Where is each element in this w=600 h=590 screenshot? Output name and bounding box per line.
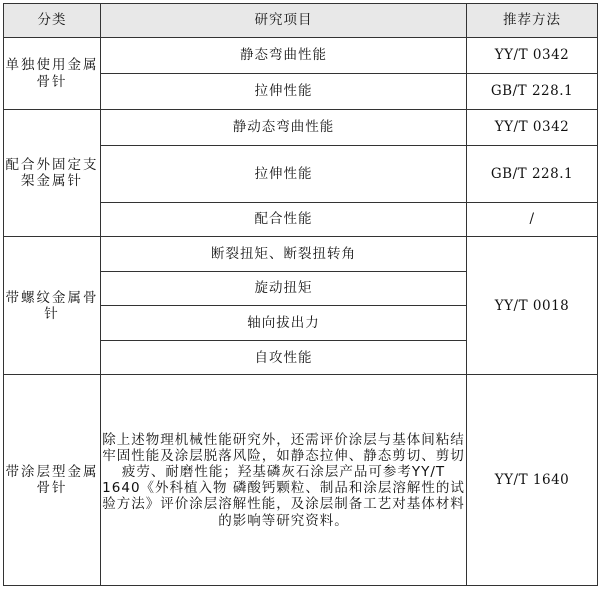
table-row	[4, 237, 598, 272]
description-cell: 除上述物理机械性能研究外，还需评价涂层与基体间粘结牢固性能及涂层脱落风险，如静态拉伸、静态剪切、剪切疲劳、耐磨性能；羟基磷灰石涂层产品可参考YY/T 1640《外科植入物 磷酸钙颗粒、制品和涂层溶解性的试验方法》评价涂层溶解性能，及涂层制备工艺对基体材料的影响等研究资料。	[101, 375, 467, 586]
header-category: 分类	[4, 4, 101, 38]
method-cell: /	[467, 202, 598, 237]
category-cell: 单独使用金属骨针	[4, 38, 101, 110]
header-row	[4, 4, 598, 38]
research-item-cell: 断裂扭矩、断裂扭转角	[101, 237, 467, 272]
table-row	[4, 375, 598, 586]
method-cell: YY/T 0342	[467, 110, 598, 146]
method-cell: YY/T 0018	[467, 237, 598, 375]
method-cell: YY/T 1640	[467, 375, 598, 586]
method-cell: YY/T 0342	[467, 38, 598, 74]
research-item-cell: 静态弯曲性能	[101, 38, 467, 74]
method-cell: GB/T 228.1	[467, 73, 598, 110]
table-row	[4, 38, 598, 74]
standards-table	[3, 3, 598, 586]
research-item-cell: 轴向拔出力	[101, 306, 467, 341]
research-item-cell: 拉伸性能	[101, 145, 467, 202]
header-research-item: 研究项目	[101, 4, 467, 38]
header-recommended-method: 推荐方法	[467, 4, 598, 38]
research-item-cell: 配合性能	[101, 202, 467, 237]
category-cell: 配合外固定支架金属针	[4, 110, 101, 237]
research-item-cell: 旋动扭矩	[101, 271, 467, 306]
category-cell: 带涂层型金属骨针	[4, 375, 101, 586]
method-cell: GB/T 228.1	[467, 145, 598, 202]
research-item-cell: 拉伸性能	[101, 73, 467, 110]
category-cell: 带螺纹金属骨针	[4, 237, 101, 375]
table-row	[4, 110, 598, 146]
research-item-cell: 自攻性能	[101, 340, 467, 375]
research-item-cell: 静动态弯曲性能	[101, 110, 467, 146]
